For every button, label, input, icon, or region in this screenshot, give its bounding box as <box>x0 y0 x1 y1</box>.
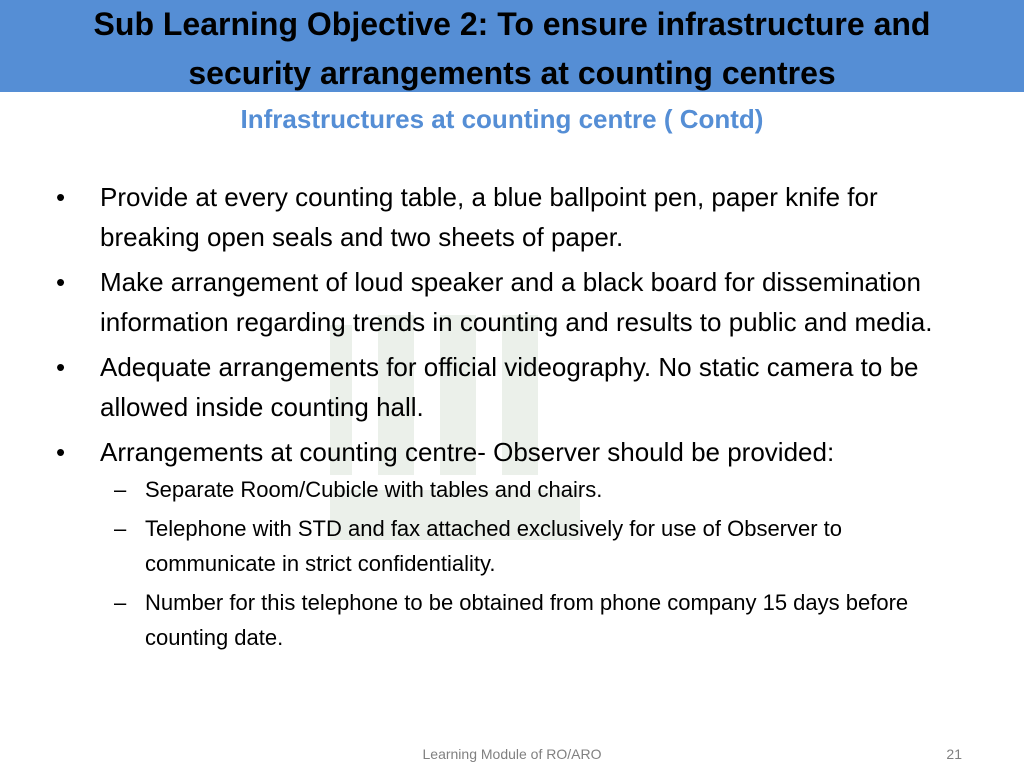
bullet-item <box>56 262 976 342</box>
footer-module-label: Learning Module of RO/ARO <box>422 746 602 762</box>
bullet-text: Arrangements at counting centre- Observer should be provided: <box>100 437 835 467</box>
sub-bullet-text: Telephone with STD and fax attached exclusively for use of Observer to communicate in strict confidentiality. <box>145 516 843 576</box>
slide-title-line-2: security arrangements at counting centres <box>188 55 836 91</box>
bullet-item <box>56 177 976 257</box>
sub-bullet-item <box>56 511 976 581</box>
sub-bullet-text: Number for this telephone to be obtained from phone company 15 days before counting date. <box>145 590 909 650</box>
sub-bullet-marker: – <box>114 477 127 502</box>
bullet-text: Make arrangement of loud speaker and a black board for dissemination information regarding trends in counting and results to public and media. <box>100 267 933 337</box>
sub-bullet-item <box>56 585 976 655</box>
sub-bullet-marker: – <box>114 516 127 541</box>
bullet-marker: • <box>56 267 66 297</box>
slide-subtitle: Infrastructures at counting centre ( Contd) <box>240 104 764 134</box>
page-number: 21 <box>946 746 962 762</box>
slide-title <box>0 0 1024 98</box>
bullet-marker: • <box>56 352 66 382</box>
slide-footer <box>0 744 1024 764</box>
slide-title-line-1: Sub Learning Objective 2: To ensure infrastructure and <box>93 6 931 42</box>
sub-bullet-item <box>56 472 976 507</box>
sub-bullet-marker: – <box>114 590 127 615</box>
sub-bullet-list <box>100 472 976 655</box>
bullet-marker: • <box>56 437 66 467</box>
bullet-list <box>56 177 976 660</box>
bullet-marker: • <box>56 182 66 212</box>
sub-bullet-text: Separate Room/Cubicle with tables and chairs. <box>145 477 603 502</box>
bullet-item <box>56 347 976 427</box>
bullet-text: Provide at every counting table, a blue ballpoint pen, paper knife for breaking open seals and two sheets of paper. <box>100 182 878 252</box>
bullet-item <box>56 432 976 655</box>
bullet-text: Adequate arrangements for official videography. No static camera to be allowed inside counting hall. <box>100 352 919 422</box>
